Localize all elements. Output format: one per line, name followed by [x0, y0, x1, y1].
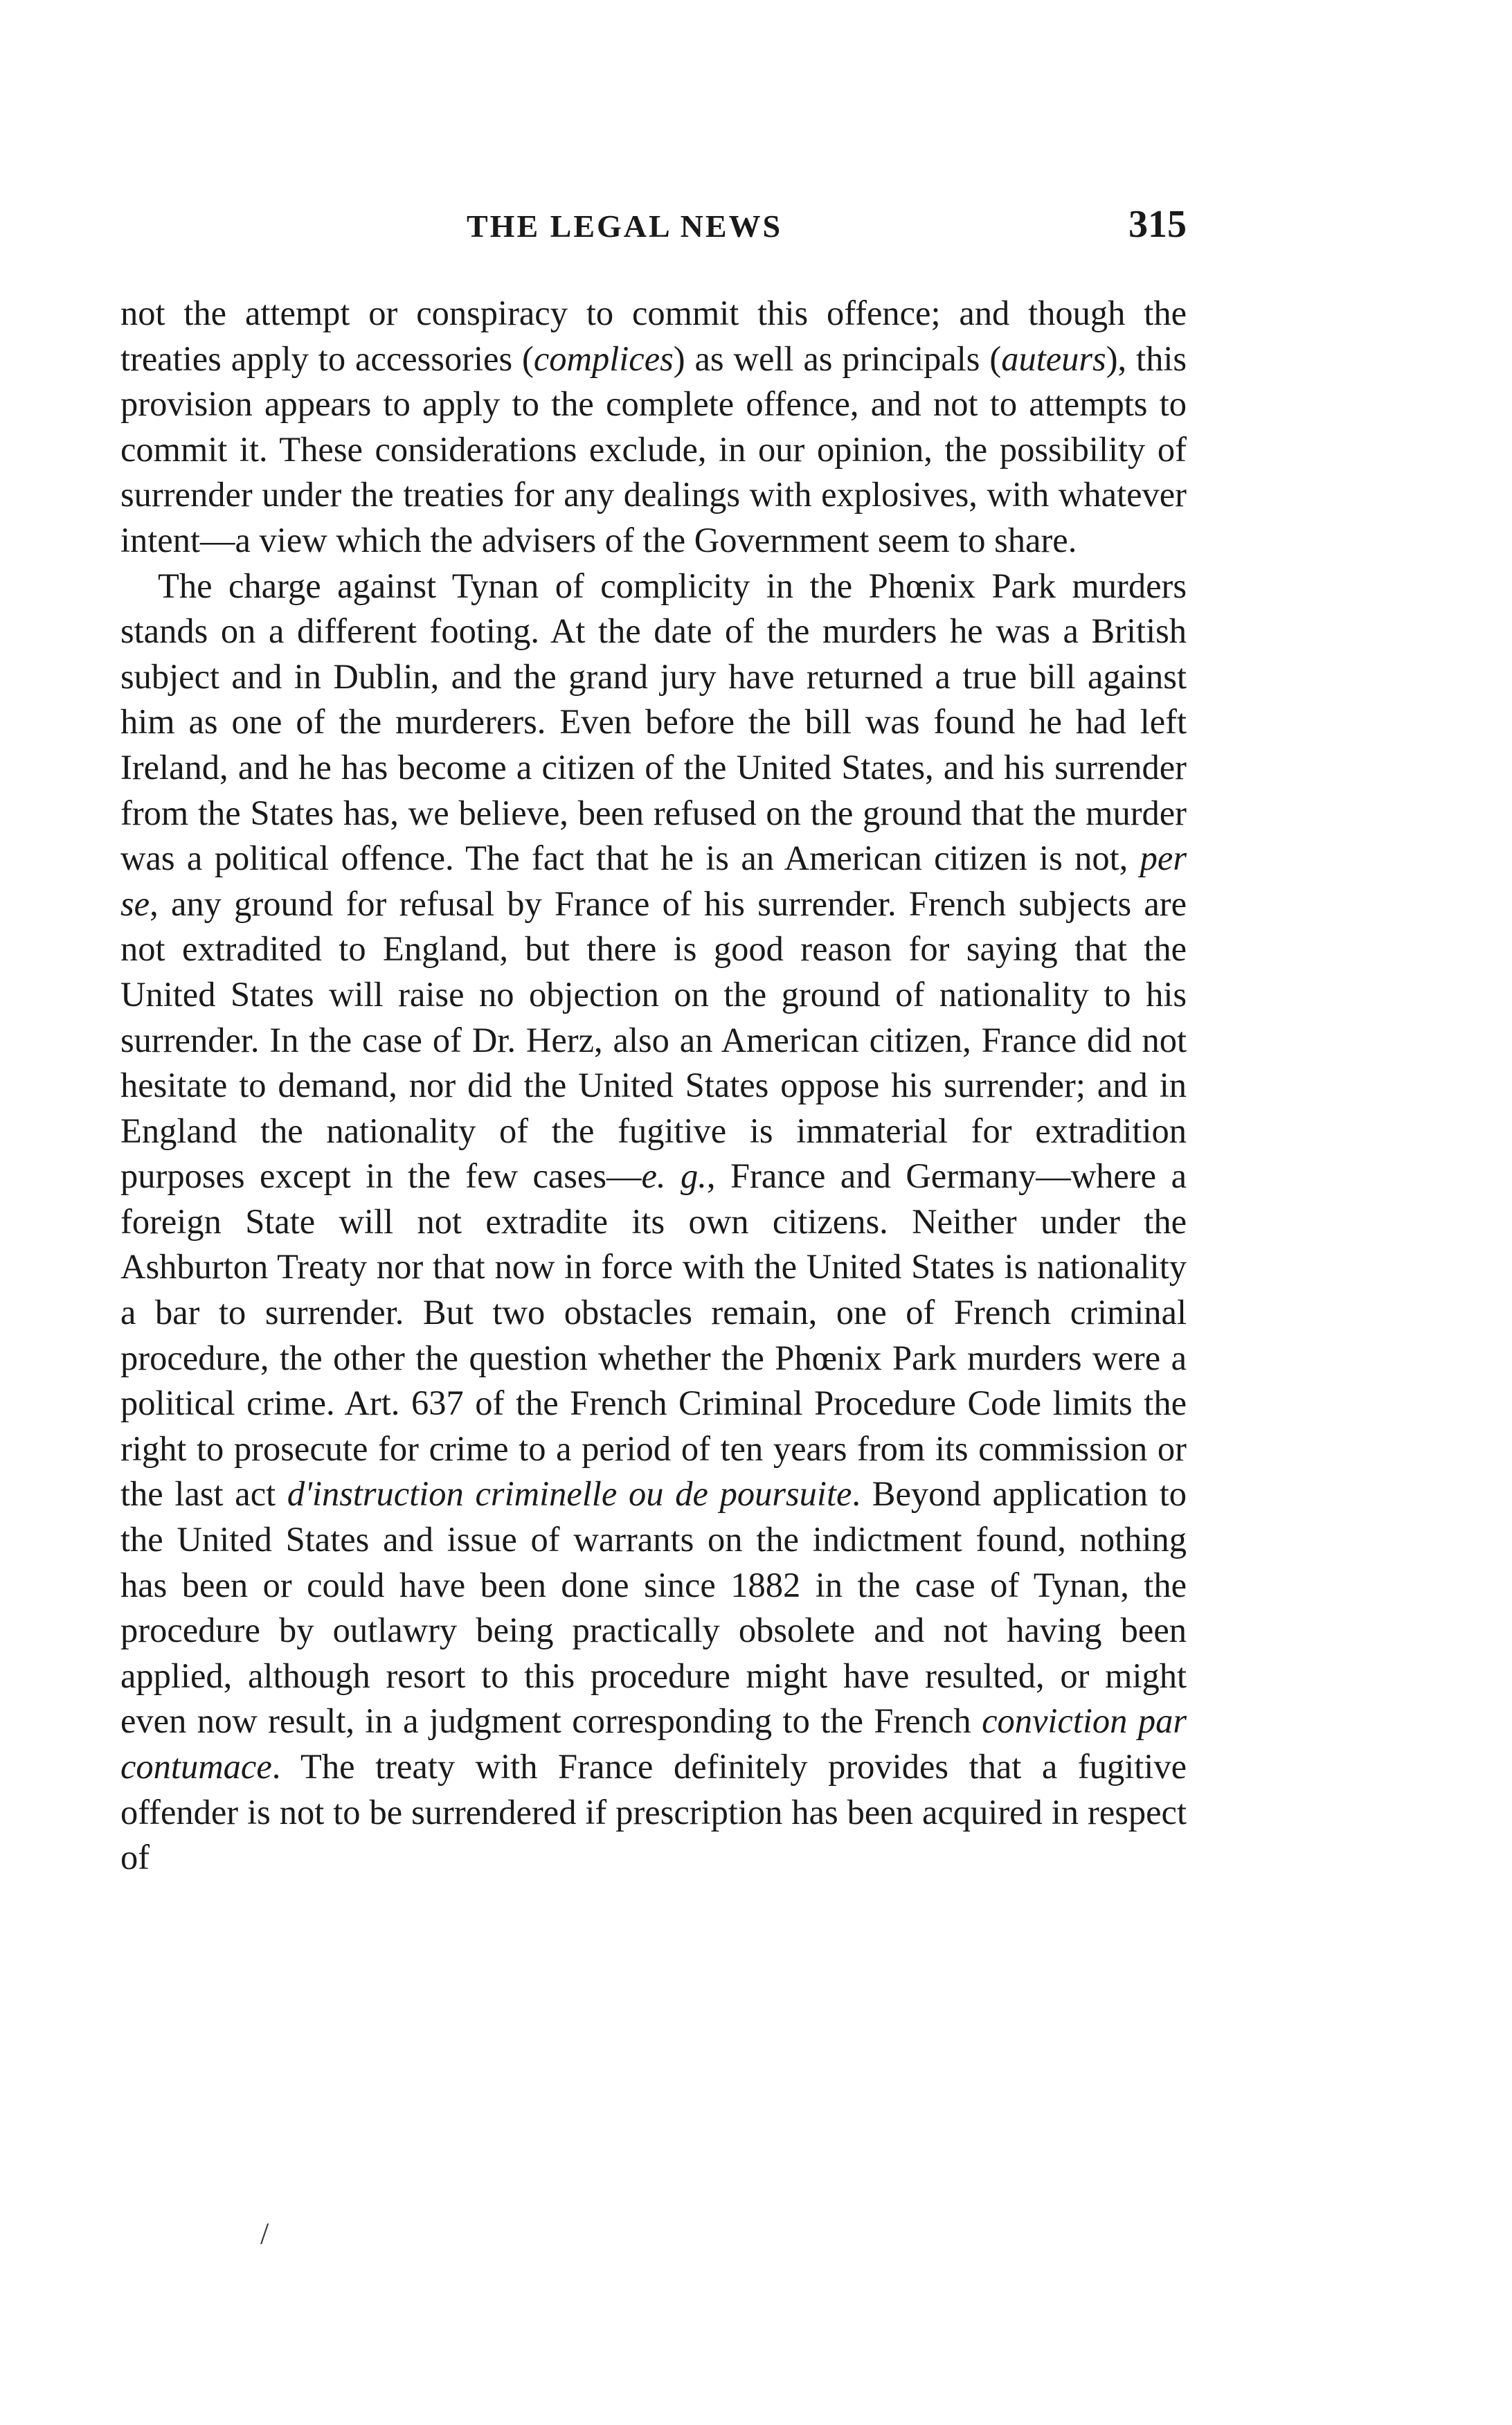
- italic-text: auteurs: [1001, 339, 1106, 378]
- footer-mark: /: [260, 2217, 269, 2250]
- text-run: ), this provision appears to apply to the complete offence, and not to attempts to commit it. These considerations exclude, in our opinion, the possibility of surrender under the treaties for any dealings with explosives, with whatever intent—a view which the advisers of the Government seem to share.: [120, 339, 1187, 560]
- italic-text: per se: [120, 839, 1187, 923]
- page-number: 315: [1128, 203, 1187, 246]
- paragraph-2: [120, 564, 1187, 1881]
- italic-text: conviction par contumace: [120, 1701, 1187, 1786]
- text-run: . The treaty with France definitely provides that a fugitive offender is not to be surrendered if prescription has been acquired in respect of: [120, 1747, 1187, 1877]
- italic-text: e. g.: [641, 1156, 707, 1196]
- text-run: , France and Germany—where a foreign State will not extradite its own citizens. Neither under the Ashburton Treaty nor that now in force with the United States is nationality a bar to surrender. But two obstacles remain, one of French criminal procedure, the other the question whether the Phœnix Park murders were a political crime. Art. 637 of the French Criminal Procedure Code limits the right to prosecute for crime to a period of ten years from its commission or the last act: [120, 1156, 1187, 1514]
- italic-text: d'instruction criminelle ou de poursuite: [287, 1474, 852, 1514]
- body-text: [120, 291, 1187, 1881]
- running-header: [120, 203, 1187, 263]
- text-run: ) as well as principals (: [673, 339, 1002, 378]
- text-run: not the attempt or conspiracy to commit this offence; and though the treaties apply to accessories (: [120, 294, 1187, 378]
- paragraph-1: [120, 291, 1187, 564]
- running-title: THE LEGAL NEWS: [467, 208, 783, 244]
- text-run: , any ground for refusal by France of his surrender. French subjects are not extradited to England, but there is good reason for saying that the United States will raise no objection on the ground of nationality to his surrender. In the case of Dr. Herz, also an American citizen, France did not hesitate to demand, nor did the United States oppose his surrender; and in England the nationality of the fugitive is immaterial for extradition purposes except in the few cases—: [120, 884, 1187, 1196]
- document-page: [120, 203, 1187, 1881]
- italic-text: complices: [533, 339, 674, 378]
- text-run: . Beyond application to the United States and issue of warrants on the indictment found, nothing has been or could have been done since 1882 in the case of Tynan, the procedure by outlawry being practically obsolete and not having been applied, although resort to this procedure might have resulted, or might even now result, in a judgment corresponding to the French: [120, 1474, 1187, 1741]
- text-run: The charge against Tynan of complicity in the Phœnix Park murders stands on a different footing. At the date of the murders he was a British subject and in Dublin, and the grand jury have returned a true bill against him as one of the murderers. Even before the bill was found he had left Ireland, and he has become a citizen of the United States, and his surrender from the States has, we believe, been refused on the ground that the murder was a political offence. The fact that he is an American citizen is not,: [120, 566, 1187, 878]
